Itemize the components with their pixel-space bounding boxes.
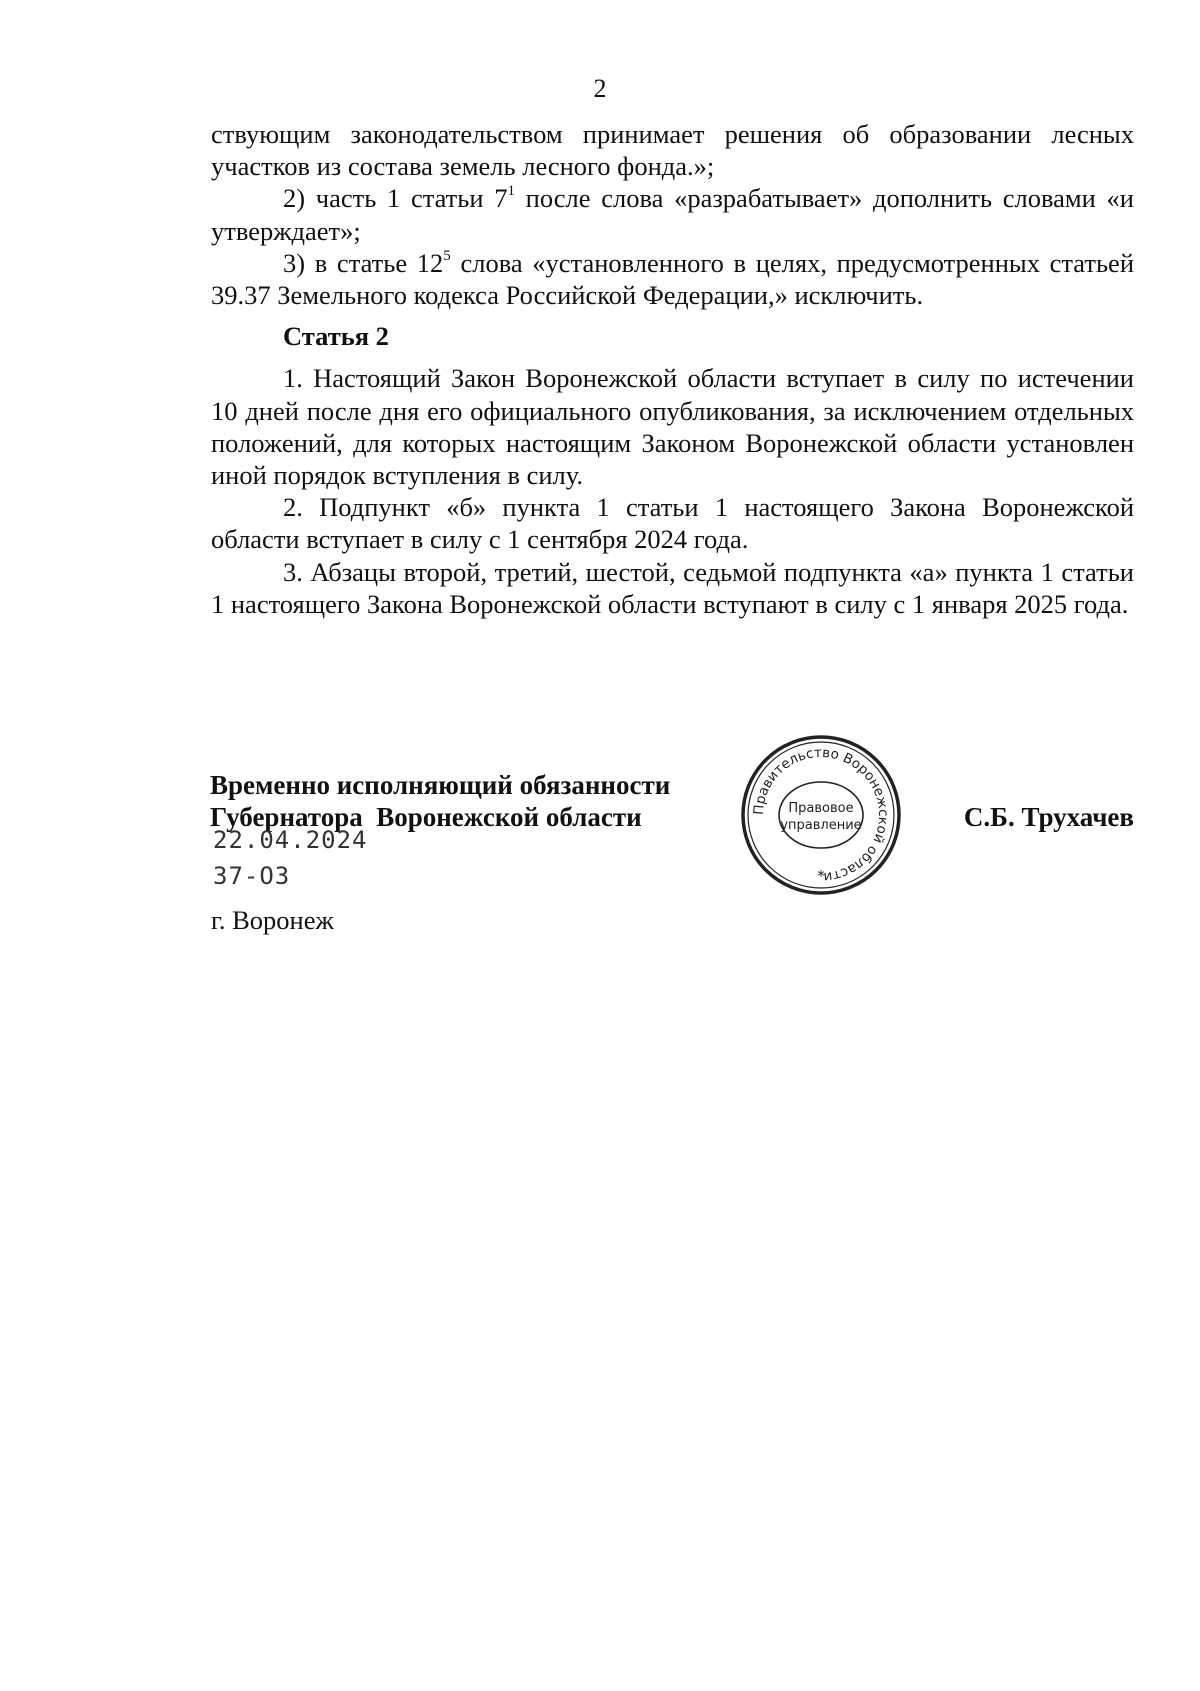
paragraph-continuation: ствующим законодательством принимает решения об образовании лесных участков из состава земель лесного фонда.»;	[211, 119, 1134, 182]
amendment-3-superscript: 5	[443, 247, 451, 264]
amendment-2-superscript: 1	[507, 183, 515, 200]
article-item-1: 1. Настоящий Закон Воронежской области вступает в силу по истечении 10 дней после дня его официального опубликования, за исключением отдельных положений, для которых настоящим Законом Воронежской области установлен иной порядок вступления в силу.	[211, 363, 1134, 491]
document-body	[211, 118, 1134, 620]
paragraph-amendment-3	[211, 247, 1134, 311]
seal-center-line-2: управление	[780, 818, 862, 833]
city-name: г. Воронеж	[211, 905, 334, 935]
law-number: 37-ОЗ	[213, 862, 291, 890]
position-line-1: Временно исполняющий обязанности	[210, 770, 671, 800]
official-seal-stamp	[738, 732, 904, 898]
position-line-2: Губернатора Воронежской области	[210, 802, 642, 832]
article-item-3: 3. Абзацы второй, третий, шестой, седьмой подпункта «а» пункта 1 статьи 1 настоящего Закона Воронежской области вступают в силу с 1 января 2025 года.	[211, 556, 1134, 619]
seal-ring-text: Правительство Воронежской области	[750, 744, 892, 886]
paragraph-amendment-2	[211, 182, 1134, 246]
seal-star-mark: *	[817, 867, 825, 885]
amendment-3-lead: 3) в статье 12	[283, 247, 444, 278]
seal-center-line-1: Правовое	[788, 801, 854, 816]
amendment-3-text: слова «установленного в целях, предусмотренных статьей 39.37 Земельного кодекса Российской Федерации,» исключить.	[211, 247, 1134, 311]
amendment-2-lead: 2) часть 1 статьи 7	[283, 183, 508, 214]
registration-date: 22.04.2024	[213, 826, 368, 854]
signatory-position	[210, 769, 670, 833]
signatory-name: С.Б. Трухачев	[963, 802, 1134, 832]
page-number: 2	[593, 74, 607, 103]
article-heading: Статья 2	[283, 321, 389, 352]
article-item-2: 2. Подпункт «б» пункта 1 статьи 1 настоящего Закона Воронежской области вступает в силу с 1 сентября 2024 года.	[211, 492, 1134, 555]
amendment-2-text: после слова «разрабатывает» дополнить словами «и утверждает»;	[211, 183, 1134, 246]
